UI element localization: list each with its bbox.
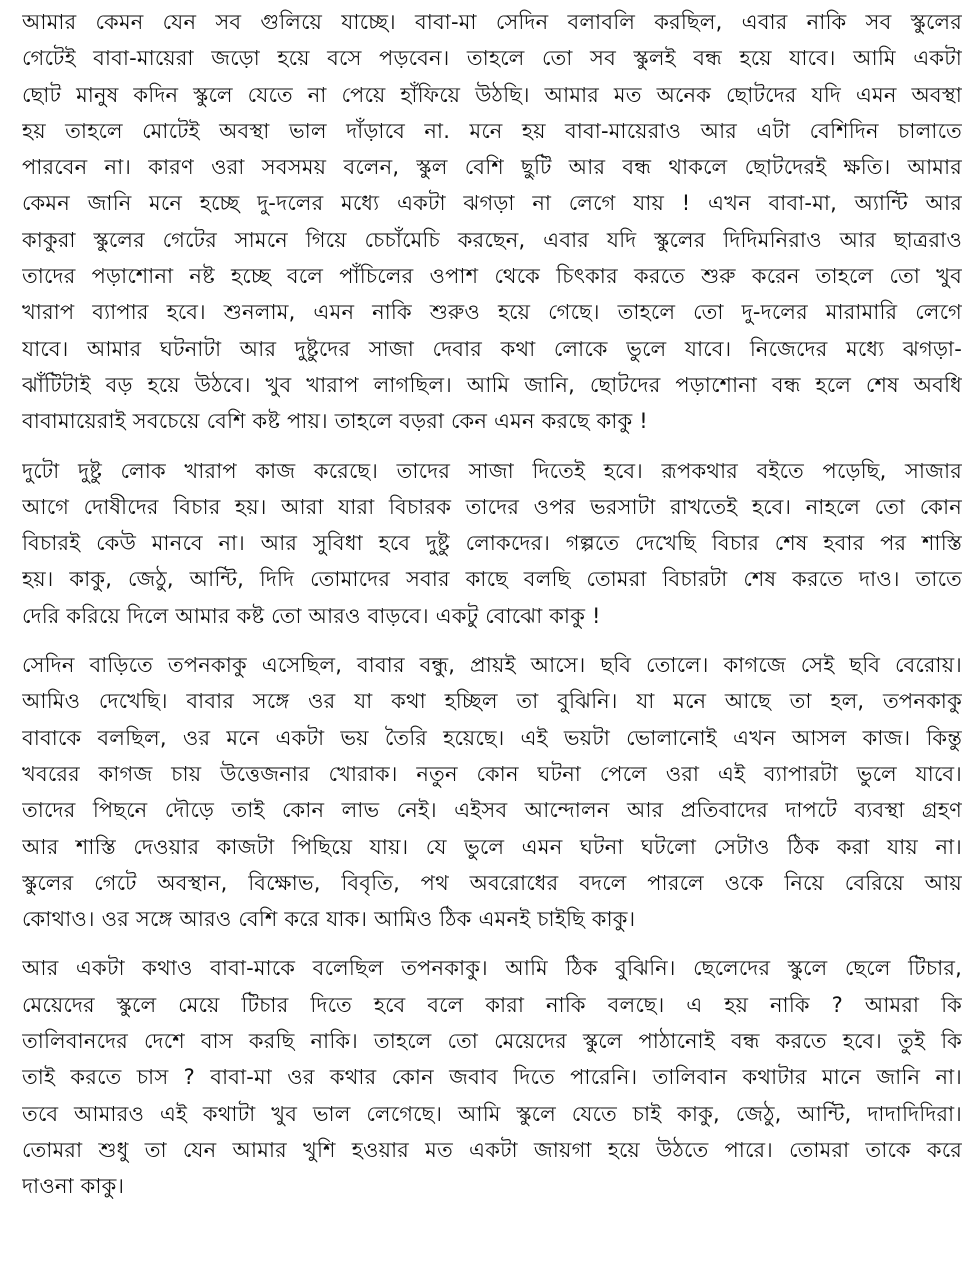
text-line: খারাপ ব্যাপার হবে। শুনলাম, এমন নাকি শুরুও হয়ে গেছে। তাহলে তো দু-দলের মারামারি লেগে <box>22 300 962 325</box>
paragraph-1 <box>22 4 962 440</box>
text-line: তালিবানদের দেশে বাস করছি নাকি। তাহলে তো মেয়েদের স্কুলে পাঠানোই বন্ধ করতে হবে। তুই কি <box>22 1029 962 1054</box>
text-line: কেমন জানি মনে হচ্ছে দু-দলের মধ্যে একটা ঝগড়া না লেগে যায় ! এখন বাবা-মা, অ্যান্টি আর <box>22 191 962 216</box>
text-line: ছোট মানুষ কদিন স্কুলে যেতে না পেয়ে হাঁফিয়ে উঠছি। আমার মত অনেক ছোটদের যদি এমন অবস্থা <box>22 82 962 107</box>
text-line: আগে দোষীদের বিচার হয়। আরা যারা বিচারক তাদের ওপর ভরসাটা রাখতেই হবে। নাহলে তো কোন <box>22 494 962 519</box>
text-line: আমিও দেখেছি। বাবার সঙ্গে ওর যা কথা হচ্ছিল তা বুঝিনি। যা মনে আছে তা হল, তপনকাকু <box>22 689 962 714</box>
paragraph-2 <box>22 453 962 634</box>
text-line: কাকুরা স্কুলের গেটের সামনে গিয়ে চেচাঁমেচি করছেন, এবার যদি স্কুলের দিদিমনিরাও আর ছাত্ররাও <box>22 227 962 252</box>
text-line: মেয়েদের স্কুলে মেয়ে টিচার দিতে হবে বলে কারা নাকি বলছে। এ হয় নাকি ? আমরা কি <box>22 992 962 1017</box>
paragraph-3 <box>22 647 962 937</box>
text-line: বাবামায়েরাই সবচেয়ে বেশি কষ্ট পায়। তাহলে বড়রা কেন এমন করছে কাকু ! <box>22 409 648 434</box>
text-line: তাদের পিছনে দৌড়ে তাই কোন লাভ নেই। এইসব আন্দোলন আর প্রতিবাদের দাপটে ব্যবস্থা গ্রহণ <box>22 798 962 823</box>
text-line: বিচারই কেউ মানবে না। আর সুবিধা হবে দুষ্টু লোকদের। গল্পতে দেখেছি বিচার শেষ হবার পর শাস্তি <box>22 531 962 556</box>
text-line: স্কুলের গেটে অবস্থান, বিক্ষোভ, বিবৃতি, পথ অবরোধের বদলে পারলে ওকে নিয়ে বেরিয়ে আয় <box>22 870 962 895</box>
text-line: দুটো দুষ্টু লোক খারাপ কাজ করেছে। তাদের সাজা দিতেই হবে। রূপকথার বইতে পড়েছি, সাজার <box>22 458 962 483</box>
text-line: হয় তাহলে মোটেই অবস্থা ভাল দাঁড়াবে না. মনে হয় বাবা-মায়েরাও আর এটা বেশিদিন চালাতে <box>22 118 962 143</box>
text-line: যাবে। আমার ঘটনাটা আর দুষ্টুদের সাজা দেবার কথা লোকে ভুলে যাবে। নিজেদের মধ্যে ঝগড়া- <box>22 336 962 361</box>
text-line: পারবেন না। কারণ ওরা সবসময় বলেন, স্কুল বেশি ছুটি আর বন্ধ থাকলে ছোটদেরই ক্ষতি। আমার <box>22 155 962 180</box>
text-line: কোথাও। ওর সঙ্গে আরও বেশি করে যাক। আমিও ঠিক এমনই চাইছি কাকু। <box>22 907 636 932</box>
text-line: তাদের পড়াশোনা নষ্ট হচ্ছে বলে পাঁচিলের ওপাশ থেকে চিৎকার করতে শুরু করেন তাহলে তো খুব <box>22 264 962 289</box>
text-line: বাবাকে বলছিল, ওর মনে একটা ভয় তৈরি হয়েছে। এই ভয়টা ভোলানোই এখন আসল কাজ। কিন্তু <box>22 725 962 750</box>
text-line: খবরের কাগজ চায় উত্তেজনার খোরাক। নতুন কোন ঘটনা পেলে ওরা এই ব্যাপারটা ভুলে যাবে। <box>22 761 962 786</box>
text-line: হয়। কাকু, জেঠু, আন্টি, দিদি তোমাদের সবার কাছে বলছি তোমরা বিচারটা শেষ করতে দাও। তাতে <box>22 567 962 592</box>
paragraph-4 <box>22 950 962 1204</box>
text-line: তবে আমারও এই কথাটা খুব ভাল লেগেছে। আমি স্কুলে যেতে চাই কাকু, জেঠু, আন্টি, দাদাদিদিরা। <box>22 1101 962 1126</box>
text-line: তোমরা শুধু তা যেন আমার খুশি হওয়ার মত একটা জায়গা হয়ে উঠতে পারে। তোমরা তাকে করে <box>22 1137 962 1162</box>
text-line: আমার কেমন যেন সব গুলিয়ে যাচ্ছে। বাবা-মা সেদিন বলাবলি করছিল, এবার নাকি সব স্কুলের <box>22 10 962 34</box>
text-line: ঝাঁটিটাই বড় হয়ে উঠবে। খুব খারাপ লাগছিল। আমি জানি, ছোটদের পড়াশোনা বন্ধ হলে শেষ অবধি <box>22 372 962 397</box>
text-line: দাওনা কাকু। <box>22 1174 125 1199</box>
text-line: আর একটা কথাও বাবা-মাকে বলেছিল তপনকাকু। আমি ঠিক বুঝিনি। ছেলেদের স্কুলে ছেলে টিচার, <box>22 956 962 981</box>
text-line: সেদিন বাড়িতে তপনকাকু এসেছিল, বাবার বন্ধু, প্রায়ই আসে। ছবি তোলে। কাগজে সেই ছবি বেরোয়। <box>22 653 962 678</box>
text-line: আর শাস্তি দেওয়ার কাজটা পিছিয়ে যায়। যে ভুলে এমন ঘটনা ঘটলো সেটাও ঠিক করা যায় না। <box>22 834 962 859</box>
text-line: দেরি করিয়ে দিলে আমার কষ্ট তো আরও বাড়বে। একটু বোঝো কাকু ! <box>22 603 601 628</box>
text-line: গেটেই বাবা-মায়েরা জড়ো হয়ে বসে পড়বেন। তাহলে তো সব স্কুলই বন্ধ হয়ে যাবে। আমি একটা <box>22 46 962 71</box>
text-line: তাই করতে চাস ? বাবা-মা ওর কথার কোন জবাব দিতে পারেনি। তালিবান কথাটার মানে জানি না। <box>22 1065 962 1090</box>
